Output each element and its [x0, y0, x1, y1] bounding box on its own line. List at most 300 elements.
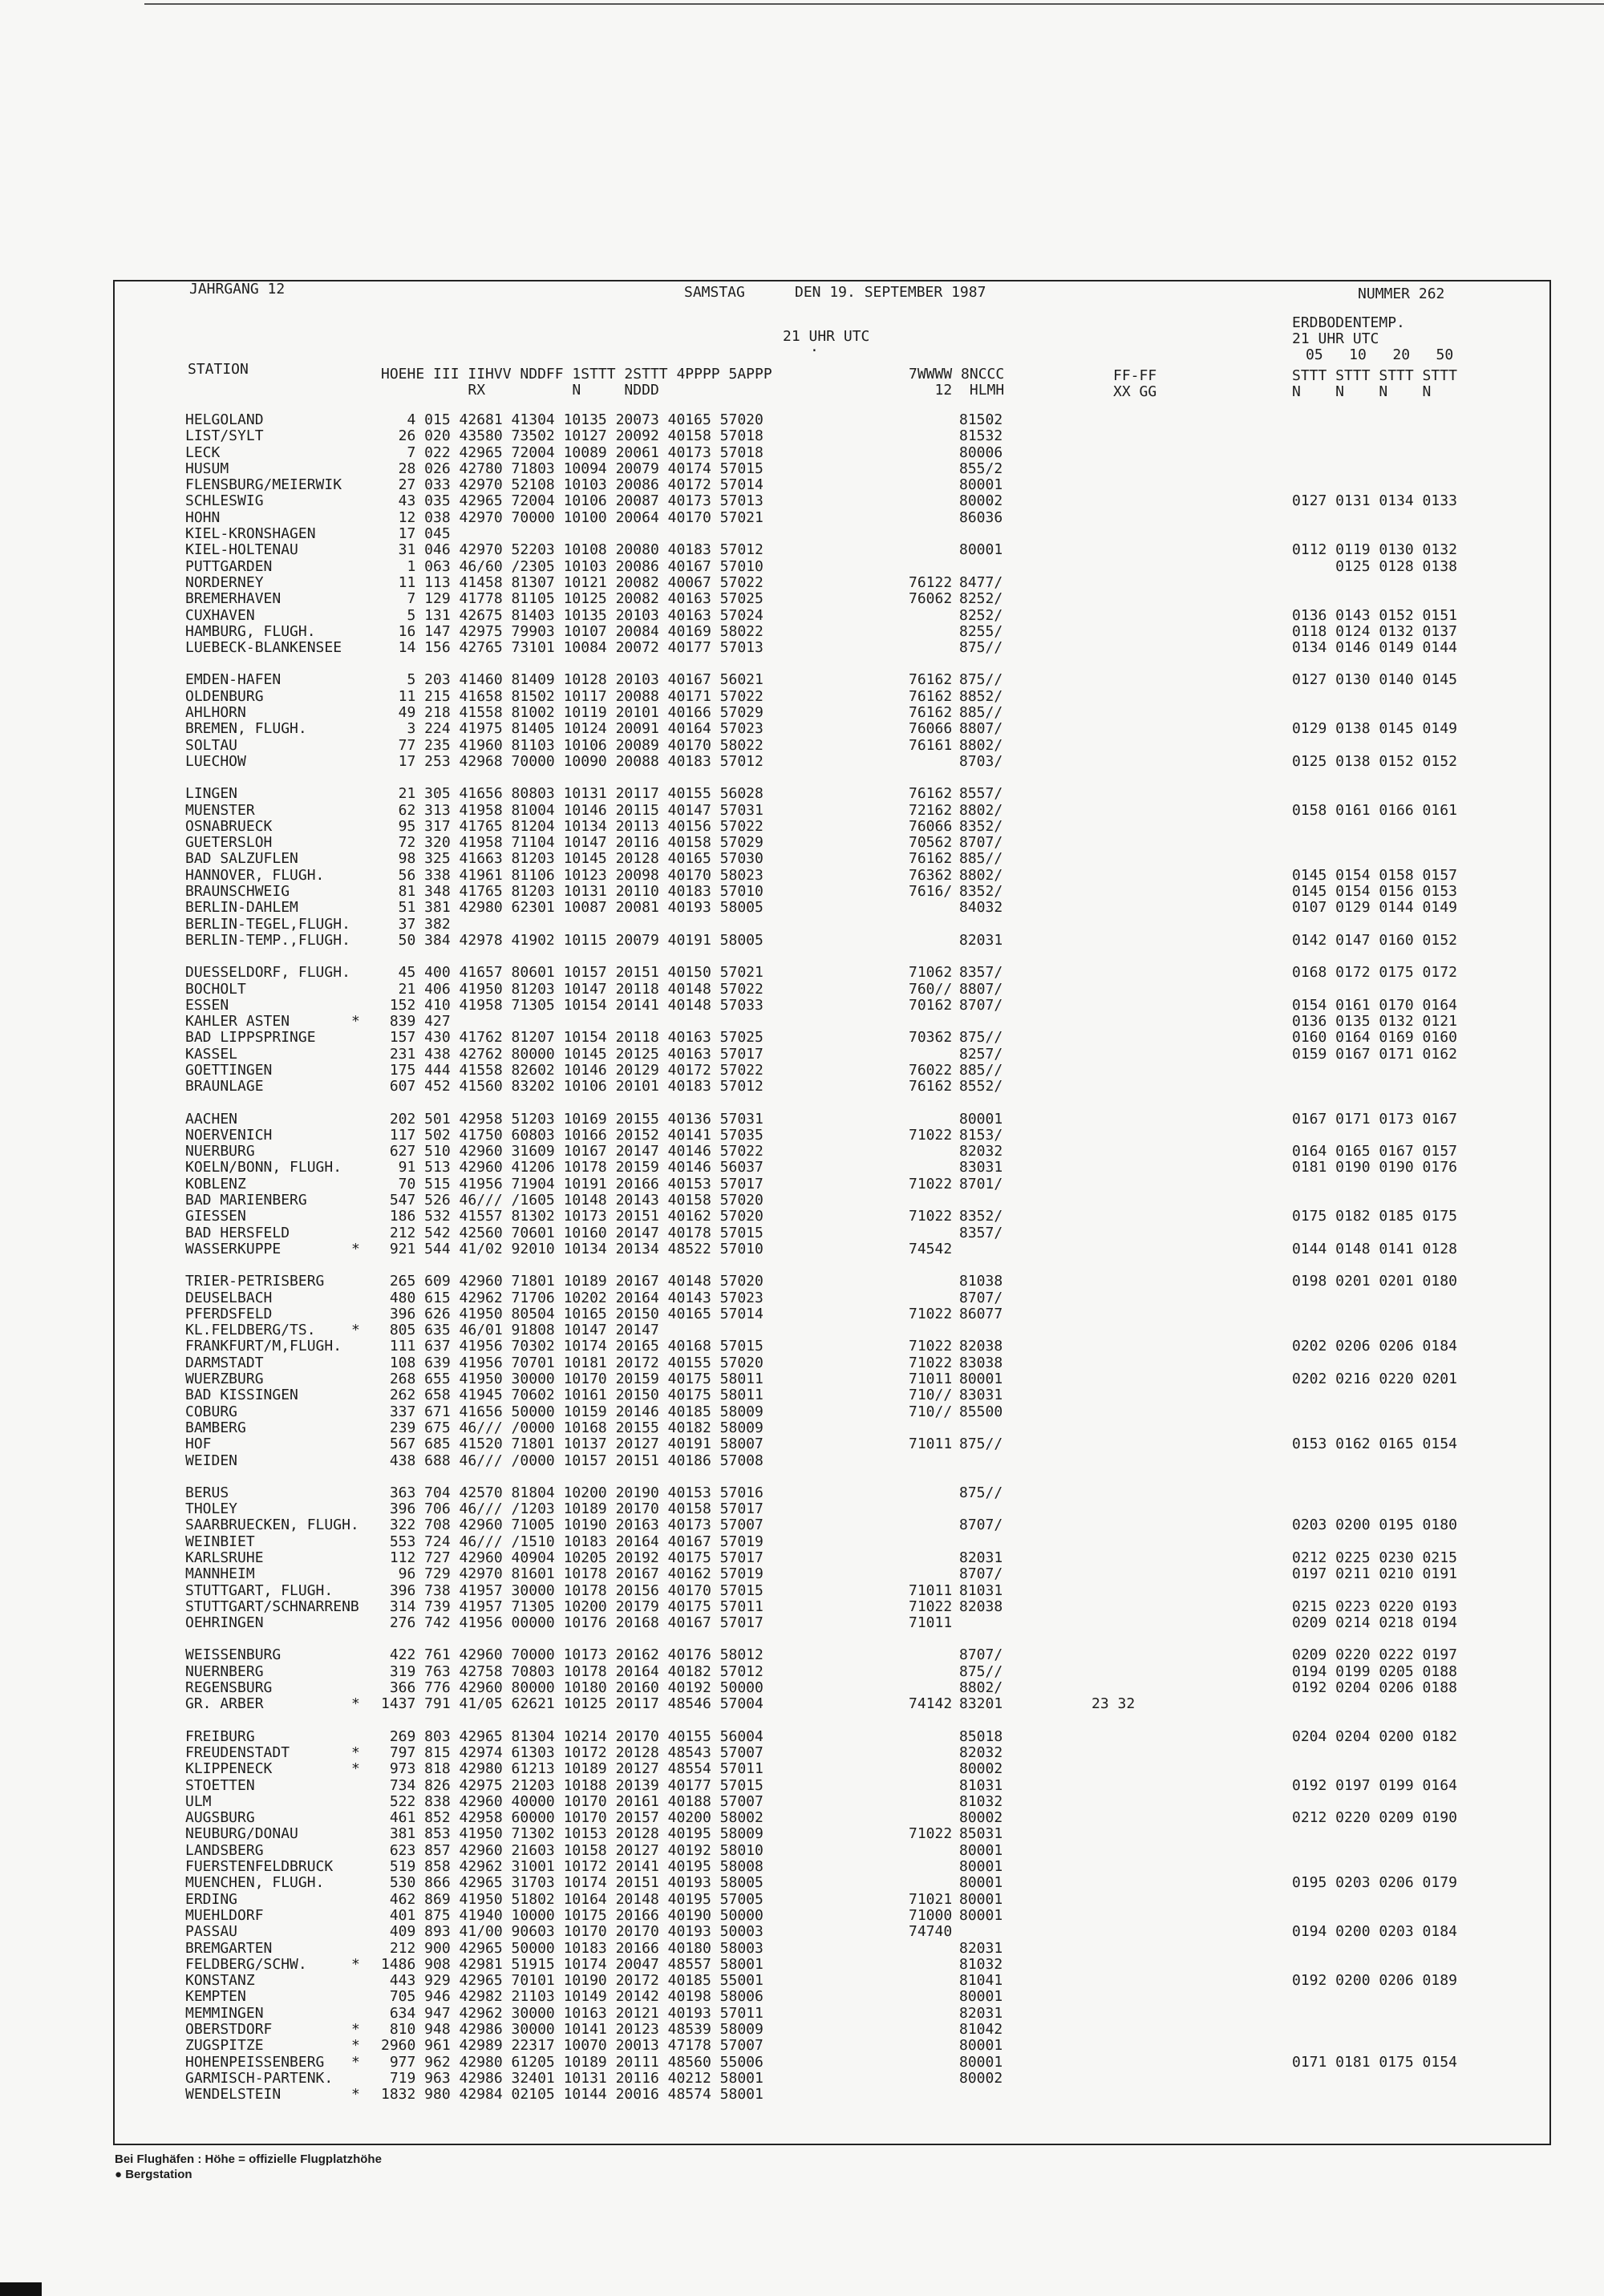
station-name: KOBLENZ [185, 1175, 246, 1193]
table-row [185, 1550, 1509, 1566]
mountain-station-marker: * [351, 1955, 360, 1973]
observation-groups: 81 348 41765 81203 10131 20110 40183 57010 [381, 883, 764, 901]
mountain-station-marker: * [351, 1695, 360, 1713]
observation-groups: 337 671 41656 50000 10159 20146 40185 58009 [381, 1403, 764, 1420]
weather-group: 74142 [909, 1695, 953, 1713]
table-row [185, 1957, 1509, 1973]
weather-group: 710// [909, 1387, 953, 1404]
table-row [185, 1924, 1509, 1940]
observation-groups: 519 858 42962 31001 10172 20141 40195 58008 [381, 1858, 764, 1876]
table-row [185, 542, 1509, 558]
station-name: LANDSBERG [185, 1841, 264, 1859]
soil-temperatures: 0203 0200 0195 0180 [1292, 1516, 1457, 1534]
weather-group: 74542 [909, 1240, 953, 1257]
table-row [185, 1387, 1509, 1403]
cloud-group: 8552/ [959, 1078, 1003, 1095]
table-row [185, 933, 1509, 949]
station-name: BERUS [185, 1484, 229, 1501]
observation-groups: 462 869 41950 51802 10164 20148 40195 57005 [381, 1890, 764, 1908]
station-name: MUENCHEN, FLUGH. [185, 1874, 325, 1892]
cloud-group: 885// [959, 850, 1003, 868]
table-row [185, 1209, 1509, 1225]
observation-groups: 50 384 42978 41902 10115 20079 40191 58005 [381, 931, 764, 949]
observation-groups: 262 658 41945 70602 10161 20150 40175 58011 [381, 1387, 764, 1404]
station-name: BOCHOLT [185, 980, 246, 998]
observation-groups: 396 626 41950 80504 10165 20150 40165 57014 [381, 1305, 764, 1322]
cloud-group: 8252/ [959, 590, 1003, 608]
cloud-group: 82032 [959, 1143, 1003, 1160]
cloud-group: 86036 [959, 508, 1003, 526]
issue-number: NUMMER 262 [1358, 285, 1445, 302]
soil-temperatures: 0142 0147 0160 0152 [1292, 931, 1457, 949]
station-name: HUSUM [185, 460, 229, 477]
table-row [185, 2055, 1509, 2071]
soil-temperatures: 0134 0146 0149 0144 [1292, 639, 1457, 657]
station-name: PUTTGARDEN [185, 557, 273, 575]
observation-groups: 5 203 41460 81409 10128 20103 40167 56021 [381, 671, 764, 689]
table-row [185, 1826, 1509, 1842]
observation-groups: 62 313 41958 81004 10146 20115 40147 57031 [381, 801, 764, 819]
station-name: THOLEY [185, 1500, 238, 1518]
cloud-group: 8557/ [959, 785, 1003, 803]
soil-temperatures: 0194 0199 0205 0188 [1292, 1662, 1457, 1680]
station-name: HOHN [185, 508, 221, 526]
station-name: FRANKFURT/M,FLUGH. [185, 1338, 342, 1355]
weather-group: 76122 [909, 573, 953, 591]
code-columns-header: HOEHE III IIHVV NDDFF 1STTT 2STTT 4PPPP 5APPP [381, 366, 772, 383]
station-name: COBURG [185, 1403, 238, 1420]
station-name: BAD HERSFELD [185, 1224, 290, 1241]
cloud-group: 8252/ [959, 606, 1003, 624]
table-row [185, 559, 1509, 575]
observation-groups: 314 739 41957 71305 10200 20179 40175 57011 [381, 1597, 764, 1615]
cloud-group: 85500 [959, 1403, 1003, 1420]
cloud-group: 875// [959, 639, 1003, 657]
observation-groups: 43 035 42965 72004 10106 20087 40173 57013 [381, 492, 764, 510]
soil-temperatures: 0192 0197 0199 0164 [1292, 1776, 1457, 1794]
cloud-group: 8352/ [959, 883, 1003, 901]
soil-temperatures: 0171 0181 0175 0154 [1292, 2053, 1457, 2071]
table-row [185, 868, 1509, 884]
station-name: FUERSTENFELDBRUCK [185, 1858, 334, 1876]
weather-group: 76162 [909, 687, 953, 705]
station-name: BREMEN, FLUGH. [185, 720, 307, 738]
weather-group: 71022 [909, 1825, 953, 1843]
cloud-group: 855/2 [959, 460, 1003, 477]
observation-groups: 98 325 41663 81203 10145 20128 40165 57030 [381, 850, 764, 868]
table-row [185, 428, 1509, 444]
cloud-group: 82031 [959, 2004, 1003, 2022]
table-row [185, 672, 1509, 688]
observation-groups: 547 526 46/// /1605 10148 20143 40158 57020 [381, 1192, 764, 1209]
observation-groups: 77 235 41960 81103 10106 20089 40170 58022 [381, 736, 764, 754]
table-row [185, 1583, 1509, 1599]
station-name: MANNHEIM [185, 1565, 255, 1583]
table-row [185, 1534, 1509, 1550]
soil-temperatures: 0168 0172 0175 0172 [1292, 964, 1457, 982]
weather-group: 76162 [909, 1078, 953, 1095]
table-row [185, 1680, 1509, 1696]
observation-groups: 157 430 41762 81207 10154 20118 40163 57025 [381, 1029, 764, 1047]
station-name: MEMMINGEN [185, 2004, 264, 2022]
table-row [185, 1664, 1509, 1680]
observation-groups: 627 510 42960 31609 10167 20147 40146 57022 [381, 1143, 764, 1160]
station-name: LINGEN [185, 785, 238, 803]
cloud-group: 8352/ [959, 817, 1003, 835]
table-row [185, 1941, 1509, 1957]
observation-groups: 28 026 42780 71803 10094 20079 40174 57015 [381, 460, 764, 477]
table-row [185, 1355, 1509, 1371]
observation-groups: 3 224 41975 81405 10124 20091 40164 57023 [381, 720, 764, 738]
table-row [185, 1112, 1509, 1128]
station-name: WENDELSTEIN [185, 2086, 282, 2104]
station-name: OBERSTDORF [185, 2021, 273, 2039]
soil-temperatures: 0127 0131 0134 0133 [1292, 492, 1457, 510]
footnote-mountain-station: ● Bergstation [115, 2168, 192, 2181]
observation-groups: 56 338 41961 81106 10123 20098 40170 58023 [381, 866, 764, 884]
observation-groups: 26 020 43580 73502 10127 20092 40158 57018 [381, 427, 764, 445]
table-row [185, 1404, 1509, 1420]
weather-group: 710// [909, 1403, 953, 1420]
observation-groups: 381 853 41950 71302 10153 20128 40195 58009 [381, 1825, 764, 1843]
station-name: BERLIN-TEGEL,FLUGH. [185, 915, 350, 933]
table-row [185, 1063, 1509, 1079]
table-row [185, 1615, 1509, 1631]
observation-groups: 319 763 42758 70803 10178 20164 40182 57012 [381, 1662, 764, 1680]
cloud-group: 86077 [959, 1305, 1003, 1322]
station-name: LECK [185, 443, 221, 461]
observation-groups: 186 532 41557 81302 10173 20151 40162 57020 [381, 1208, 764, 1225]
mountain-station-marker: * [351, 2053, 360, 2071]
observation-groups: 480 615 42962 71706 10202 20164 40143 57023 [381, 1289, 764, 1306]
weather-group: 70362 [909, 1029, 953, 1047]
table-row [185, 1794, 1509, 1810]
weather-group: 76066 [909, 817, 953, 835]
table-row [185, 1306, 1509, 1322]
cloud-group: 80001 [959, 1841, 1003, 1859]
observation-groups: 96 729 42970 81601 10178 20167 40162 57019 [381, 1565, 764, 1583]
table-row [185, 624, 1509, 640]
observation-groups: 7 022 42965 72004 10089 20061 40173 57018 [381, 443, 764, 461]
table-row [185, 1745, 1509, 1761]
cloud-group: 81502 [959, 411, 1003, 428]
mountain-station-marker: * [351, 2021, 360, 2039]
observation-groups: 11 113 41458 81307 10121 20082 40067 57022 [381, 573, 764, 591]
soil-temp-title: ERDBODENTEMP. [1292, 314, 1405, 331]
weekday-label: SAMSTAG [684, 284, 745, 301]
cloud-group: 82038 [959, 1338, 1003, 1355]
table-row [185, 2006, 1509, 2022]
station-name: KONSTANZ [185, 1972, 255, 1990]
cloud-group: 80002 [959, 492, 1003, 510]
mountain-station-marker: * [351, 1240, 360, 1257]
cloud-group: 80001 [959, 1371, 1003, 1388]
observation-time: 21 UHR UTC [783, 328, 870, 345]
gust-value: 23 32 [1092, 1695, 1136, 1713]
observation-groups: 31 046 42970 52203 10108 20080 40183 57012 [381, 541, 764, 559]
cloud-group: 81042 [959, 2021, 1003, 2039]
group7-subheader: 12 HLMH [909, 382, 1005, 399]
weather-group: 71022 [909, 1305, 953, 1322]
soil-temperatures: 0154 0161 0170 0164 [1292, 996, 1457, 1014]
station-name: FREUDENSTADT [185, 1743, 290, 1761]
cloud-group: 8477/ [959, 573, 1003, 591]
station-name: AACHEN [185, 1110, 238, 1128]
station-name: FELDBERG/SCHW. [185, 1955, 307, 1973]
table-row [185, 608, 1509, 624]
cloud-group: 80001 [959, 2053, 1003, 2071]
soil-temperatures: 0175 0182 0185 0175 [1292, 1208, 1457, 1225]
observation-groups: 734 826 42975 21203 10188 20139 40177 57015 [381, 1776, 764, 1794]
observation-groups: 401 875 41940 10000 10175 20166 40190 50000 [381, 1906, 764, 1924]
cloud-group: 85031 [959, 1825, 1003, 1843]
weather-group: 7616/ [909, 883, 953, 901]
observation-groups: 11 215 41658 81502 10117 20088 40171 57022 [381, 687, 764, 705]
observation-groups: 422 761 42960 70000 10173 20162 40176 58012 [381, 1646, 764, 1664]
station-name: BERLIN-DAHLEM [185, 899, 298, 917]
cloud-group: 8357/ [959, 964, 1003, 982]
cloud-group: 8153/ [959, 1126, 1003, 1144]
observation-groups: 27 033 42970 52108 10103 20086 40172 57014 [381, 476, 764, 494]
observation-groups: 112 727 42960 40904 10205 20192 40175 57017 [381, 1549, 764, 1566]
station-name: KOELN/BONN, FLUGH. [185, 1159, 342, 1176]
table-row [185, 640, 1509, 656]
table-row [185, 1176, 1509, 1193]
station-name: STOETTEN [185, 1776, 255, 1794]
station-name: CUXHAVEN [185, 606, 255, 624]
table-row [185, 1599, 1509, 1615]
station-name: MUEHLDORF [185, 1906, 264, 1924]
cloud-group: 885// [959, 1061, 1003, 1079]
cloud-group: 8257/ [959, 1045, 1003, 1063]
table-row [185, 1371, 1509, 1387]
mountain-station-marker: * [351, 2086, 360, 2104]
soil-temperatures: 0145 0154 0158 0157 [1292, 866, 1457, 884]
cloud-group: 8703/ [959, 752, 1003, 770]
observation-groups: 45 400 41657 80601 10157 20151 40150 57021 [381, 964, 764, 982]
table-row [185, 689, 1509, 705]
table-row [185, 575, 1509, 591]
table-row [185, 1290, 1509, 1306]
station-name: SCHLESWIG [185, 492, 264, 510]
cloud-group: 875// [959, 1029, 1003, 1047]
cloud-group: 8802/ [959, 1679, 1003, 1697]
observation-groups: 21 305 41656 80803 10131 20117 40155 56028 [381, 785, 764, 803]
table-row [185, 461, 1509, 477]
observation-groups: 567 685 41520 71801 10137 20127 40191 58007 [381, 1436, 764, 1453]
observation-groups: 705 946 42982 21103 10149 20142 40198 58006 [381, 1988, 764, 2006]
table-row [185, 721, 1509, 737]
cloud-group: 80002 [959, 2069, 1003, 2087]
soil-temperatures: 0164 0165 0167 0157 [1292, 1143, 1457, 1160]
mountain-station-marker: * [351, 1013, 360, 1031]
weather-group: 71022 [909, 1208, 953, 1225]
observation-groups: 21 406 41950 81203 10147 20118 40148 57022 [381, 980, 764, 998]
cloud-group: 82031 [959, 931, 1003, 949]
weather-group: 70562 [909, 834, 953, 852]
jahrgang-label: JAHRGANG 12 [189, 281, 286, 298]
observation-groups: 443 929 42965 70101 10190 20172 40185 55001 [381, 1972, 764, 1990]
cloud-group: 83038 [959, 1354, 1003, 1371]
station-name: OSNABRUECK [185, 817, 273, 835]
table-row [185, 705, 1509, 721]
soil-temperatures: 0194 0200 0203 0184 [1292, 1923, 1457, 1941]
soil-temperatures: 0136 0135 0132 0121 [1292, 1013, 1457, 1031]
cloud-group: 80001 [959, 541, 1003, 559]
soil-temperatures: 0212 0220 0209 0190 [1292, 1809, 1457, 1827]
station-name: HELGOLAND [185, 411, 264, 428]
soil-temperatures: 0144 0148 0141 0128 [1292, 1240, 1457, 1257]
cloud-group: 80001 [959, 476, 1003, 494]
observation-groups: 461 852 42958 60000 10170 20157 40200 58002 [381, 1809, 764, 1827]
cloud-group: 885// [959, 704, 1003, 722]
station-name: BAD MARIENBERG [185, 1192, 307, 1209]
table-row [185, 965, 1509, 981]
table-row [185, 1274, 1509, 1290]
weather-group: 74740 [909, 1923, 953, 1941]
station-name: STUTTGART, FLUGH. [185, 1581, 334, 1599]
observation-groups: 12 038 42970 70000 10100 20064 40170 57021 [381, 508, 764, 526]
observation-groups: 17 253 42968 70000 10090 20088 40183 57012 [381, 752, 764, 770]
station-name: LIST/SYLT [185, 427, 264, 445]
table-row [185, 1193, 1509, 1209]
station-name: BREMGARTEN [185, 1939, 273, 1957]
station-name: HAMBURG, FLUGH. [185, 622, 316, 640]
cloud-group: 85018 [959, 1727, 1003, 1745]
soil-temperatures: 0107 0129 0144 0149 [1292, 899, 1457, 917]
table-row [185, 1566, 1509, 1582]
soil-temperatures: 0202 0216 0220 0201 [1292, 1371, 1457, 1388]
observation-groups: 5 131 42675 81403 10135 20103 40163 57024 [381, 606, 764, 624]
table-row [185, 1989, 1509, 2005]
table-row [185, 1014, 1509, 1030]
table-row [185, 851, 1509, 867]
weather-group: 760// [909, 980, 953, 998]
station-name: GARMISCH-PARTENK. [185, 2069, 334, 2087]
station-name: KIEL-KRONSHAGEN [185, 525, 316, 543]
cloud-group: 8802/ [959, 801, 1003, 819]
station-name: FREIBURG [185, 1727, 255, 1745]
observation-groups: 797 815 42974 61303 10172 20128 48543 57007 [381, 1743, 764, 1761]
mountain-station-marker: * [351, 2037, 360, 2055]
station-name: ERDING [185, 1890, 238, 1908]
table-row [185, 1696, 1509, 1712]
soil-temperatures: 0192 0200 0206 0189 [1292, 1972, 1457, 1990]
station-name: BAD KISSINGEN [185, 1387, 298, 1404]
table-row [185, 1859, 1509, 1875]
weather-group: 71011 [909, 1436, 953, 1453]
soil-columns-header: STTT STTT STTT STTT [1292, 367, 1457, 384]
mountain-station-marker: * [351, 1760, 360, 1778]
table-row [185, 2071, 1509, 2087]
observation-groups: 366 776 42960 80000 10180 20160 40192 50000 [381, 1679, 764, 1697]
cloud-group: 82038 [959, 1597, 1003, 1615]
table-row [185, 917, 1509, 933]
cloud-group: 80002 [959, 1809, 1003, 1827]
station-name: ZUGSPITZE [185, 2037, 264, 2055]
observation-groups: 2960 961 42989 22317 10070 20013 47178 57007 [381, 2037, 764, 2055]
table-row [185, 1517, 1509, 1533]
station-name: WUERZBURG [185, 1371, 264, 1388]
cloud-group: 81032 [959, 1955, 1003, 1973]
station-name: STUTTGART/SCHNARRENB [185, 1597, 359, 1615]
station-name: NORDERNEY [185, 573, 264, 591]
cloud-group: 81031 [959, 1776, 1003, 1794]
cloud-group: 8707/ [959, 1646, 1003, 1664]
cloud-group: 875// [959, 1436, 1003, 1453]
weather-group: 71022 [909, 1175, 953, 1193]
cloud-group: 83201 [959, 1695, 1003, 1713]
station-name: SAARBRUECKEN, FLUGH. [185, 1516, 359, 1534]
table-row [185, 1160, 1509, 1176]
table-row [185, 819, 1509, 835]
soil-temperatures: 0197 0211 0210 0191 [1292, 1565, 1457, 1583]
cloud-group: 83031 [959, 1159, 1003, 1176]
station-name: GOETTINGEN [185, 1061, 273, 1079]
weather-group: 71011 [909, 1614, 953, 1632]
weather-group: 76162 [909, 671, 953, 689]
observation-groups: 1 063 46/60 /2305 10103 20086 40167 57010 [381, 557, 764, 575]
station-name: NUERBURG [185, 1143, 255, 1160]
cloud-group: 8852/ [959, 687, 1003, 705]
soil-temperatures: 0129 0138 0145 0149 [1292, 720, 1457, 738]
station-name: HOF [185, 1436, 212, 1453]
table-row [185, 900, 1509, 916]
soil-columns-subheader: N N N N [1292, 383, 1432, 400]
station-name: HOHENPEISSENBERG [185, 2053, 325, 2071]
station-name: KARLSRUHE [185, 1549, 264, 1566]
table-row [185, 1973, 1509, 1989]
soil-temperatures: 0158 0161 0166 0161 [1292, 801, 1457, 819]
station-name: BAD SALZUFLEN [185, 850, 298, 868]
observation-groups: 91 513 42960 41206 10178 20159 40146 56037 [381, 1159, 764, 1176]
weather-group: 71022 [909, 1126, 953, 1144]
station-name: AUGSBURG [185, 1809, 255, 1827]
station-name: OLDENBURG [185, 687, 264, 705]
station-name: PASSAU [185, 1923, 238, 1941]
observation-groups: 212 900 42965 50000 10183 20166 40180 58003 [381, 1939, 764, 1957]
station-name: DUESSELDORF, FLUGH. [185, 964, 350, 982]
table-row [185, 1843, 1509, 1859]
gust-subheader: XX GG [1113, 383, 1157, 400]
station-name: KASSEL [185, 1045, 238, 1063]
observation-groups: 409 893 41/00 90603 10170 20170 40193 50003 [381, 1923, 764, 1941]
station-name: EMDEN-HAFEN [185, 671, 282, 689]
table-row [185, 738, 1509, 754]
observation-groups: 623 857 42960 21603 10158 20127 40192 58010 [381, 1841, 764, 1859]
observation-groups: 4 015 42681 41304 10135 20073 40165 57020 [381, 411, 764, 428]
observation-groups: 212 542 42560 70601 10160 20147 40178 57015 [381, 1224, 764, 1241]
cloud-group: 84032 [959, 899, 1003, 917]
weather-group: 76162 [909, 785, 953, 803]
table-row [185, 884, 1509, 900]
observation-groups: 634 947 42962 30000 10163 20121 40193 57011 [381, 2004, 764, 2022]
table-row [185, 1322, 1509, 1338]
soil-temperatures: 0202 0206 0206 0184 [1292, 1338, 1457, 1355]
table-row [185, 1729, 1509, 1745]
soil-temperatures: 0125 0128 0138 [1292, 557, 1457, 575]
soil-temperatures: 0136 0143 0152 0151 [1292, 606, 1457, 624]
table-row [185, 835, 1509, 851]
soil-temperatures: 0209 0214 0218 0194 [1292, 1614, 1457, 1632]
observation-groups: 322 708 42960 71005 10190 20163 40173 57007 [381, 1516, 764, 1534]
cloud-group: 8707/ [959, 996, 1003, 1014]
table-row [185, 1420, 1509, 1436]
scan-top-rule [144, 3, 1604, 5]
soil-temperatures: 0153 0162 0165 0154 [1292, 1436, 1457, 1453]
table-row [185, 998, 1509, 1014]
observation-groups: 396 738 41957 30000 10178 20156 40170 57015 [381, 1581, 764, 1599]
